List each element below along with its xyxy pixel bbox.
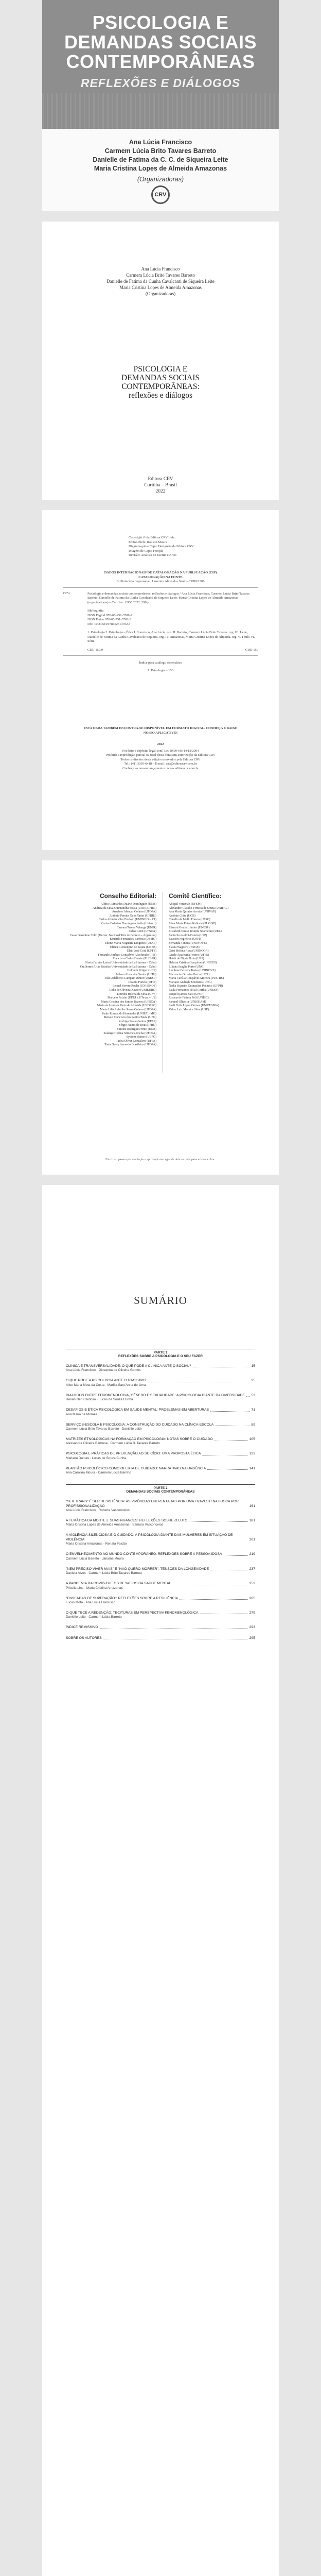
cover-title-line-3: CONTEMPORÂNEAS bbox=[66, 51, 255, 72]
cip-subheading: CATALOGAÇÃO NA FONTE bbox=[138, 575, 183, 579]
toc-entry[interactable] bbox=[66, 1567, 255, 1575]
toc-entry-page: 219 bbox=[249, 1552, 255, 1556]
copyright-line: Copyright © da Editora CRV Ltda. bbox=[129, 536, 175, 539]
toc-entry[interactable] bbox=[66, 1452, 255, 1460]
toc-leader-dots bbox=[189, 1521, 247, 1522]
toc-leader-dots bbox=[224, 1555, 248, 1556]
board-member: Carlos Alberto Vilar Estêvão (UMINHO – PT) bbox=[98, 918, 156, 922]
board-member: Solange Helena Ximenes-Rocha (UFOPA) bbox=[103, 1031, 156, 1035]
toc-entry-row bbox=[66, 1567, 255, 1571]
toc-entry-authors: Lucas Mota · Ana Lúcia Francisco bbox=[66, 1600, 116, 1604]
toc-entry-page: 237 bbox=[249, 1567, 255, 1571]
title-page-title-line: PSICOLOGIA E bbox=[133, 365, 188, 374]
board-member: Nadia Siqueira Guimarães Pacheco (UFPB) bbox=[169, 985, 223, 988]
toc-entry-page: 161 bbox=[249, 1504, 255, 1508]
board-member: Elizabeth Teresa Brunini Sbardelini (UEL) bbox=[169, 930, 222, 934]
board-member: Maria de Lourdes Pinto de Almeida (UNOESC) bbox=[97, 1004, 156, 1008]
copyright-line: Revisão: Analista de Escrita e Artes bbox=[129, 553, 176, 557]
toc-entry-row bbox=[66, 1408, 255, 1412]
catalog-page bbox=[42, 510, 279, 850]
board-member: Samuel Oliveira (UNISUAM) bbox=[169, 1000, 206, 1004]
cdu-code: CDU 159.9 bbox=[87, 648, 103, 652]
board-member: Flávia Wagner (UFRGS) bbox=[169, 945, 200, 949]
board-member: Valter Luiz Moreira Silva (USP) bbox=[169, 1008, 209, 1012]
isbn-line: ISBN Digital 978-65-251-3709-2 bbox=[87, 613, 133, 617]
toc-entry-title: O QUE TECE A REDENÇÃO: TECITURAS EM PERSPECTIVA FENOMENOLÓGICA bbox=[66, 1611, 199, 1615]
footer-line: Todos os direitos desta edição reservados pela Editora CRV bbox=[120, 757, 201, 761]
isbn-line: ISBN Físico 978-65-251-3702-3 bbox=[87, 618, 131, 621]
toc-part-name: DEMANDAS SOCIAIS CONTEMPORÂNEAS bbox=[126, 1490, 195, 1494]
toc-leader-dots bbox=[210, 1411, 249, 1412]
toc-list bbox=[66, 1340, 255, 1640]
board-member: Simone Rodrigues Pinto (UNB) bbox=[117, 1028, 156, 1031]
toc-entry[interactable] bbox=[66, 1408, 255, 1416]
toc-entry-page: 279 bbox=[249, 1611, 255, 1615]
toc-entry-row bbox=[66, 1582, 255, 1586]
board-member: Edward Goulart Júnior (UNESP) bbox=[169, 926, 210, 929]
toc-heading: SUMÁRIO bbox=[134, 1294, 187, 1307]
footer-line: Foi feito o depósito legal conf. Lei 10.994 de 14/12/2004 bbox=[122, 749, 199, 753]
toc-entry-row bbox=[66, 1467, 255, 1471]
board-member: Josania Portela (UFPI) bbox=[128, 980, 156, 984]
toc-entry[interactable] bbox=[66, 1364, 255, 1372]
board-member: Raquel Ramos Zatti (UFOP) bbox=[169, 992, 204, 996]
digital-notice: ESTA OBRA TAMBÉM ENCONTRA-SE DISPONÍVEL EM FORMATO DIGITAL. CONHEÇA E BAIXE NOSSO APLICATIVO! bbox=[83, 726, 238, 735]
board-member: Carmen Tereza Velanga (UNIR) bbox=[116, 926, 156, 929]
toc-entry-title: O ENVELHECIMENTO NO MUNDO CONTEMPORÂNEO: REFLEXÕES SOBRE A PESSOA IDOSA bbox=[66, 1552, 222, 1556]
cip-librarian: Bibliotecária responsável: Luzenira Alves dos Santos CRB9/1506 bbox=[116, 580, 205, 583]
toc-entry-row bbox=[66, 1552, 255, 1556]
toc-entry-authors: Renan Neri Cardoso · Lucas de Souza Cunha bbox=[66, 1398, 133, 1402]
board-member: Sueli Ortiz Lopes Gomes (UNIFESSPA) bbox=[169, 1004, 219, 1008]
cip-divider bbox=[63, 655, 258, 656]
board-member: Celso Conti (UFSCar) bbox=[129, 930, 156, 934]
toc-entry-page: 71 bbox=[251, 1408, 255, 1412]
cover-organizer: Danielle de Fatima da C. C. de Siqueira Leite bbox=[93, 156, 228, 163]
toc-entry[interactable] bbox=[66, 1519, 255, 1527]
title-page-editors bbox=[42, 266, 279, 297]
toc-entry-row bbox=[66, 1364, 255, 1368]
toc-entry-page: 181 bbox=[249, 1519, 255, 1523]
cip-body: Psicologia e demandas sociais contemporâneas: reflexões e diálogos / Ana Lúcia Francisco, Carmem Lúcia Brito Tavares Barreto, Danielle de Fatima da Cunha Cavalcanti de Siqueira Leite, Maria Cristina Lopes de Almeida Amazonas (organizadoras) – Curitiba : CRV, 2022. 298 p. bbox=[87, 591, 250, 604]
isbn-line: Bibliografia bbox=[87, 609, 104, 613]
publisher-logo: CRV bbox=[151, 185, 170, 204]
toc-entry-page: 293 bbox=[249, 1625, 255, 1630]
toc-entry[interactable] bbox=[66, 1437, 255, 1446]
toc-entry-page: 201 bbox=[249, 1537, 255, 1541]
toc-entry-title: ÍNDICE REMISSIVO bbox=[66, 1625, 98, 1630]
toc-entry-page: 295 bbox=[249, 1636, 255, 1640]
toc-entry-title: A PANDEMIA DA COVID-19 E OS DESAFIOS DA SAÚDE MENTAL bbox=[66, 1582, 171, 1586]
board-member: Lucilene Ferreira Tostes (UNINOVE) bbox=[169, 969, 216, 973]
board-member: Gloria Fariñas León (Universidade de La Havana – Cuba) bbox=[84, 961, 156, 964]
copyright-block bbox=[129, 536, 211, 558]
board-member: Leonel Severo Rocha (UNISINOS) bbox=[112, 985, 156, 988]
editor-name: Maria Cristina Lopes de Almeida Amazonas bbox=[119, 285, 202, 290]
cover-organizer: Maria Cristina Lopes de Almeida Amazonas bbox=[94, 165, 227, 172]
board-member: Andréia da Silva Quintanilha Sousa (UNIR/UFRN) bbox=[93, 906, 156, 910]
board-member: Élsio José Corá (UFFS) bbox=[127, 950, 156, 953]
toc-entry-authors: Alessandra Oliveira Barbosa · Carmem Lúcia B. Tavares Barreto bbox=[66, 1442, 160, 1446]
toc-entry-title: SERVIÇOS-ESCOLA E PSICOLOGIA: A CONSTRUÇÃO DO CUIDADO NA CLÍNICA-ESCOLA bbox=[66, 1422, 214, 1427]
toc-entry-authors: Ana Lúcia Francisco · Giovanna de Oliveira Gomes bbox=[66, 1368, 141, 1372]
toc-entry-authors: Maria Cristina Lopes de Almeida Amazonas · Samara Vasconcelos bbox=[66, 1523, 164, 1527]
toc-entry[interactable] bbox=[66, 1611, 255, 1619]
editorial-council bbox=[64, 892, 156, 1047]
board-member: Antônio Pereira Gaio Júnior (UFRRJ) bbox=[109, 914, 156, 918]
title-page-title-line: CONTEMPORÂNEAS: bbox=[121, 382, 200, 391]
toc-entry-title: DESAFIOS E ÉTICA PSICOLÓGICA EM SAÚDE MENTAL: PROBLEMAS EM ABERTURAS bbox=[66, 1408, 209, 1412]
toc-part bbox=[66, 1484, 255, 1494]
catalog-year: 2022 bbox=[157, 742, 164, 746]
catalog-footer bbox=[42, 726, 279, 771]
toc-entry-authors: Maria Cristina Amazonas · Renata Falcão bbox=[66, 1542, 127, 1546]
toc-entry[interactable] bbox=[66, 1552, 255, 1561]
board-member: Gisele Aparecida Aveiro (UFFS) bbox=[169, 953, 209, 957]
table-of-contents-page bbox=[42, 1185, 279, 2576]
board-member: Alexandre Cláudio Ferreira de Souza (UNIFAL) bbox=[169, 906, 229, 910]
board-member: Rosana de Fátima Poli (UNISC) bbox=[169, 996, 209, 1000]
editor-name: Ana Lúcia Francisco bbox=[141, 266, 180, 272]
toc-entry-authors: Ana Lúcia Francisco · Roberta Vasconcelos bbox=[66, 1509, 130, 1513]
editorial-board-page bbox=[42, 860, 279, 1175]
toc-entry[interactable] bbox=[66, 1379, 255, 1387]
board-member: Helmuth Krüger (UCP) bbox=[127, 969, 156, 973]
board-member: Elizeu Clementino de Souza (UNEB) bbox=[110, 945, 156, 949]
copyright-line: Imagem de Capa: Freepik bbox=[129, 549, 164, 553]
board-member: Sérgio Nunes de Jesus (IFRO) bbox=[119, 1024, 156, 1027]
cover-organizer: Carmem Lúcia Brito Tavares Barreto bbox=[104, 147, 217, 155]
toc-entry-authors: Danielle Leite · Carmem Lúcia Barreto bbox=[66, 1615, 122, 1619]
board-member: Elione Maria Nogueira Diogenes (UFAL) bbox=[104, 941, 156, 945]
toc-entry[interactable] bbox=[66, 1533, 255, 1546]
board-member: Fernanda Tannus (UNINOVE) bbox=[169, 941, 207, 945]
board-member: Tania Suely Azevedo Brasileiro (UFOPA) bbox=[104, 1043, 156, 1047]
board-member: Liliana Scaglia Porto (UNG) bbox=[169, 965, 205, 969]
toc-entry-page: 53 bbox=[251, 1393, 255, 1397]
toc-entry-row bbox=[66, 1452, 255, 1456]
cdd-code: CDD 150 bbox=[245, 648, 258, 652]
toc-entry-title: PLANTÃO PSICOLÓGICO COMO OFERTA DE CUIDADO: NARRATIVAS NA URGÊNCIA bbox=[66, 1466, 206, 1470]
cover-organizer: Ana Lúcia Francisco bbox=[129, 139, 192, 146]
cover-organizers-label: (Organizadoras) bbox=[137, 176, 184, 183]
toc-entry-title: "ENSEADAS DE SUPERAÇÃO": REFLEXÕES SOBRE A RESILIÊNCIA bbox=[66, 1596, 178, 1600]
toc-entry-page: 265 bbox=[249, 1596, 255, 1600]
toc-entry-row bbox=[66, 1394, 255, 1398]
toc-entry-authors: Mariana Dantas · Lucas de Souza Cunha bbox=[66, 1456, 127, 1460]
board-member: Guillermo Arias Beatón (Universidade de La Havana – Cuba) bbox=[80, 965, 156, 969]
scientific-committee-list bbox=[169, 903, 261, 1012]
copyright-line: Editor-chefe: Railson Moura bbox=[129, 540, 167, 544]
toc-entry[interactable] bbox=[66, 1636, 255, 1640]
board-member: Ana Maria Quintas Arruda (UNIVAP) bbox=[169, 910, 216, 914]
toc-part-name: REFLEXÕES SOBRE A PSICOLOGIA E O SEU FAZER bbox=[118, 1354, 203, 1358]
board-member: Anselmo Alencar Colares (UFOPA) bbox=[112, 910, 156, 914]
board-member: Geisi Helena Rosa (UNINCOR) bbox=[169, 950, 209, 953]
board-member: João Adalberto Campato Junior (UNESP) bbox=[104, 977, 156, 980]
isbn-line: DOI 10.24824/978652513702.3 bbox=[87, 622, 131, 626]
cip-subjects: 1. Psicologia 2. Psicologia – Ética I. Francisco, Ana Lúcia. org. II. Barreto, Carmem Lúcia Brito Tavares. org. III. Leite, Danielle de Fatima da Cunha Cavalcanti de Siqueira. org. IV. Amazonas, Maria Cristina Lopes de Almeida. org. V. Título VI. Série. bbox=[87, 631, 255, 643]
board-member: Eduardo Fernandes Barbosa (UFMG) bbox=[110, 938, 156, 941]
footer-line: Tel.: (41) 3039-6418 – E-mail: sac@editoracrv.com.br bbox=[124, 762, 197, 766]
toc-entry-page: 123 bbox=[249, 1452, 255, 1456]
board-member: Maria Cristina dos Santos Bezerra (UFSCar) bbox=[101, 1000, 156, 1004]
board-member: Paula Fernandes de Sá Corrêa (UNESP) bbox=[169, 989, 219, 992]
board-member: Edna Maria Peters Kahhale (PUC-SP) bbox=[169, 922, 216, 925]
board-member: Haidê de Nigriz Ikuta (USP) bbox=[169, 957, 204, 961]
index-item: 1. Psicologia – 150 bbox=[148, 668, 173, 672]
toc-entry-page: 15 bbox=[251, 1364, 255, 1368]
toc-entry-row bbox=[66, 1625, 255, 1630]
cip-code: P974 bbox=[63, 591, 70, 595]
toc-entry-authors: Daniela Alves · Carmem Lúcia Brito Tavares Barreto bbox=[66, 1571, 142, 1575]
toc-entry-page: 253 bbox=[249, 1582, 255, 1586]
board-member: Fernando Antônio Gonçalves Alcoforado (IPB) bbox=[98, 953, 156, 957]
board-member: Fabio Scorsolini-Comin (USP) bbox=[169, 934, 207, 937]
board-member: Maria Lília Imbiriba Sousa Colares (UFOPA) bbox=[100, 1008, 156, 1012]
peer-review-note: Este livro passou por avaliação e aprovação às cegas de dois ou mais pareceristas ad hoc. bbox=[105, 1158, 216, 1161]
cip-isbn bbox=[87, 609, 258, 626]
board-member: Cesar Gerónimo Tello (Univer. Nacional Três de Febrero – Argentina) bbox=[69, 934, 156, 937]
toc-entry[interactable] bbox=[66, 1625, 255, 1630]
toc-entry-authors: Ana Maria de Moraes bbox=[66, 1412, 98, 1416]
toc-entry-authors: Carmem Lúcia Brito Tavares Barreto · Danielle Leite bbox=[66, 1427, 142, 1431]
board-member: Cláudio de Mello Franco (UFSC) bbox=[169, 918, 210, 922]
board-member: Antônio Cotta (UCB) bbox=[169, 914, 195, 918]
cover-organizers bbox=[42, 138, 279, 184]
cover-subtitle: REFLEXÕES E DIÁLOGOS bbox=[80, 76, 241, 90]
cover-title-line-1: PSICOLOGIA E bbox=[92, 12, 229, 33]
toc-entry-row bbox=[66, 1379, 255, 1383]
toc-entry-title: A VIOLÊNCIA SILENCIOSA E O CUIDADO: A PSICOLOGIA DIANTE DAS MULHERES EM SITUAÇÃO DE VIOLÊNCIA bbox=[66, 1533, 233, 1541]
toc-entry[interactable] bbox=[66, 1500, 255, 1513]
editor-role: (Organizadoras) bbox=[145, 291, 176, 296]
index-heading: Índice para catálogo sistemático bbox=[139, 661, 182, 665]
toc-entry-title: "SER TRANS" É SER RESISTÊNCIA: AS VIVÊNCIAS ENFRENTADAS POR UMA TRAVESTI NA BUSCA POR PROFISSIONALIZAÇÃO bbox=[66, 1500, 239, 1508]
toc-entry-authors: Carmem Lúcia Barreto · Janaína Moura bbox=[66, 1556, 124, 1561]
toc-entry[interactable] bbox=[66, 1467, 255, 1475]
board-member: Fauston Negreiros (UFPI) bbox=[169, 938, 201, 941]
board-member: Tadeu Oliver Gonçalves (UFPA) bbox=[116, 1039, 156, 1043]
toc-entry[interactable] bbox=[66, 1423, 255, 1431]
editorial-council-heading: Conselho Editorial: bbox=[99, 892, 156, 900]
board-member: Lourdes Helena da Silva (UFV) bbox=[117, 992, 156, 996]
title-page-publisher bbox=[42, 476, 279, 495]
board-member: Francisco Carlos Duarte (PUC-PR) bbox=[113, 957, 156, 961]
board-member: Carlos Federico Domínguez Avila (Unieuro) bbox=[101, 922, 156, 925]
toc-entry[interactable] bbox=[66, 1597, 255, 1605]
cover-title-line-2: DEMANDAS SOCIAIS bbox=[64, 31, 257, 53]
toc-part bbox=[66, 1349, 255, 1358]
toc-part-number: PARTE 1 bbox=[153, 1351, 168, 1354]
toc-entry-row bbox=[66, 1437, 255, 1442]
board-member: Aldira Guimarães Duarte Domínguez (UNB) bbox=[100, 903, 156, 906]
toc-entry-authors: Alice Maria Mota da Costa · Marília Sant'Anna de Lima bbox=[66, 1383, 146, 1387]
editorial-council-list bbox=[64, 903, 156, 1047]
toc-entry-title: A TEMÁTICA DA MORTE E SUAS NUANCES: REFLEXÕES SOBRE O LUTO bbox=[66, 1519, 188, 1523]
cip-heading: DADOS INTERNACIONAIS DE CATALOGAÇÃO NA PUBLICAÇÃO (CIP) bbox=[104, 571, 217, 574]
board-member: Abigail Vaitsman (UFSM) bbox=[169, 903, 202, 906]
board-member: Maria Cecília Gonçalves Moreira (PUC-RS) bbox=[169, 977, 224, 980]
toc-leader-dots bbox=[246, 1396, 249, 1397]
footer-line: Proibida a reprodução parcial ou total desta obra sem autorização da Editora CRV bbox=[105, 753, 216, 757]
board-member: Jailson Alves dos Santos (UFRJ) bbox=[116, 973, 156, 976]
board-member: Marcos de Oliveira Perim (UCP) bbox=[169, 973, 210, 976]
editor-name: Carmem Lúcia Brito Tavares Barreto bbox=[126, 273, 195, 278]
board-member: Mariane Andrade Medeiros (UFG) bbox=[169, 980, 212, 984]
toc-leader-dots bbox=[207, 1469, 247, 1470]
title-page-title-line: DEMANDAS SOCIAIS bbox=[121, 374, 200, 382]
publisher-line: Editora CRV bbox=[148, 477, 173, 482]
toc-entry-row bbox=[66, 1519, 255, 1523]
toc-entry-row bbox=[66, 1500, 255, 1509]
toc-entry[interactable] bbox=[66, 1582, 255, 1590]
toc-leader-dots bbox=[180, 1599, 248, 1600]
toc-entry-title: DIALOGOS ENTRE FENOMENOLOGIA, GÊNERO E SEXUALIDADE: A PSICOLOGIA DIANTE DA DIVERSIDADE bbox=[66, 1393, 245, 1397]
toc-entry-title: PSICOLOGIA E PRÁTICAS DE PREVENÇÃO AO SUICÍDIO: UMA PROPOSTA ÉTICA bbox=[66, 1452, 201, 1456]
publisher-line: 2022 bbox=[155, 489, 166, 494]
editor-name: Danielle de Fatima da Cunha Cavalcanti de Siqueira Leite bbox=[106, 279, 215, 284]
toc-entry-row bbox=[66, 1611, 255, 1615]
toc-entry-row bbox=[66, 1636, 255, 1640]
toc-entry-title: O QUE PODE A PSICOLOGIA ANTE O RACISMO? bbox=[66, 1379, 147, 1383]
scientific-committee-heading: Comitê Científico: bbox=[169, 892, 222, 900]
cip-classification bbox=[87, 648, 258, 653]
toc-entry-page: 105 bbox=[249, 1437, 255, 1442]
toc-entry-title: CLÍNICA E TRANSVERSALIDADE: O QUE PODE A CLÍNICA ANTE O SOCIAL? bbox=[66, 1364, 191, 1368]
title-page-subtitle: reflexões e diálogos bbox=[129, 391, 192, 400]
toc-entry-authors: Ana Carolina Moura · Carmem Lúcia Barreto bbox=[66, 1471, 131, 1475]
board-member: Rodrigo Pratte-Santos (UFES) bbox=[118, 1020, 156, 1023]
toc-entry-page: 141 bbox=[249, 1466, 255, 1470]
toc-entry-title: SOBRE OS AUTORES bbox=[66, 1636, 102, 1640]
toc-entry-row bbox=[66, 1533, 255, 1542]
board-member: Lídia de Oliveira Xavier (UNIEURO) bbox=[109, 989, 156, 992]
toc-part-rule bbox=[66, 1484, 255, 1485]
board-member: Heloísa Cristina Gonçalves (UNIFEN) bbox=[169, 961, 217, 964]
footer-line: Conheça os nossos lançamentos: www.editoracrv.com.br bbox=[122, 766, 199, 770]
title-page bbox=[42, 222, 279, 500]
board-member: Paulo Romualdo Hernandes (UNIFAL-MG) bbox=[101, 1012, 156, 1015]
toc-entry-row bbox=[66, 1423, 255, 1427]
scientific-committee bbox=[169, 892, 261, 1012]
toc-entry-page: 35 bbox=[251, 1379, 255, 1383]
board-member: Marcelo Paixão (UFRJ e UTexas – US) bbox=[108, 996, 156, 1000]
toc-entry[interactable] bbox=[66, 1394, 255, 1402]
toc-entry-title: MATRIZES ETNOLÓGICAS NA FORMAÇÃO EM PSICOLOGIA: NOTAS SOBRE O CUIDADO bbox=[66, 1437, 213, 1442]
cip-record bbox=[63, 571, 258, 673]
book-cover bbox=[42, 0, 279, 211]
toc-entry-page: 89 bbox=[251, 1422, 255, 1427]
toc-entry-row bbox=[66, 1597, 255, 1601]
copyright-line: Diagramação e Capa: Designers da Editora CRV bbox=[129, 545, 194, 548]
toc-part-number: PARTE 2 bbox=[153, 1486, 168, 1490]
publisher-line: Curitiba – Brasil bbox=[144, 483, 177, 488]
toc-entry-authors: Priscila Lins · Maria Cristina Amazonas bbox=[66, 1586, 123, 1590]
board-member: Renato Francisco dos Santos Paula (UFG) bbox=[104, 1016, 156, 1020]
toc-entry-title: "NEM PRECISO VIVER MAIS" E "NÃO QUERO MORRER": TENSÕES DA LONGEVIDADE bbox=[66, 1567, 209, 1571]
board-member: Sydione Santos (UEPG) bbox=[126, 1036, 156, 1039]
cip-divider bbox=[63, 587, 258, 588]
